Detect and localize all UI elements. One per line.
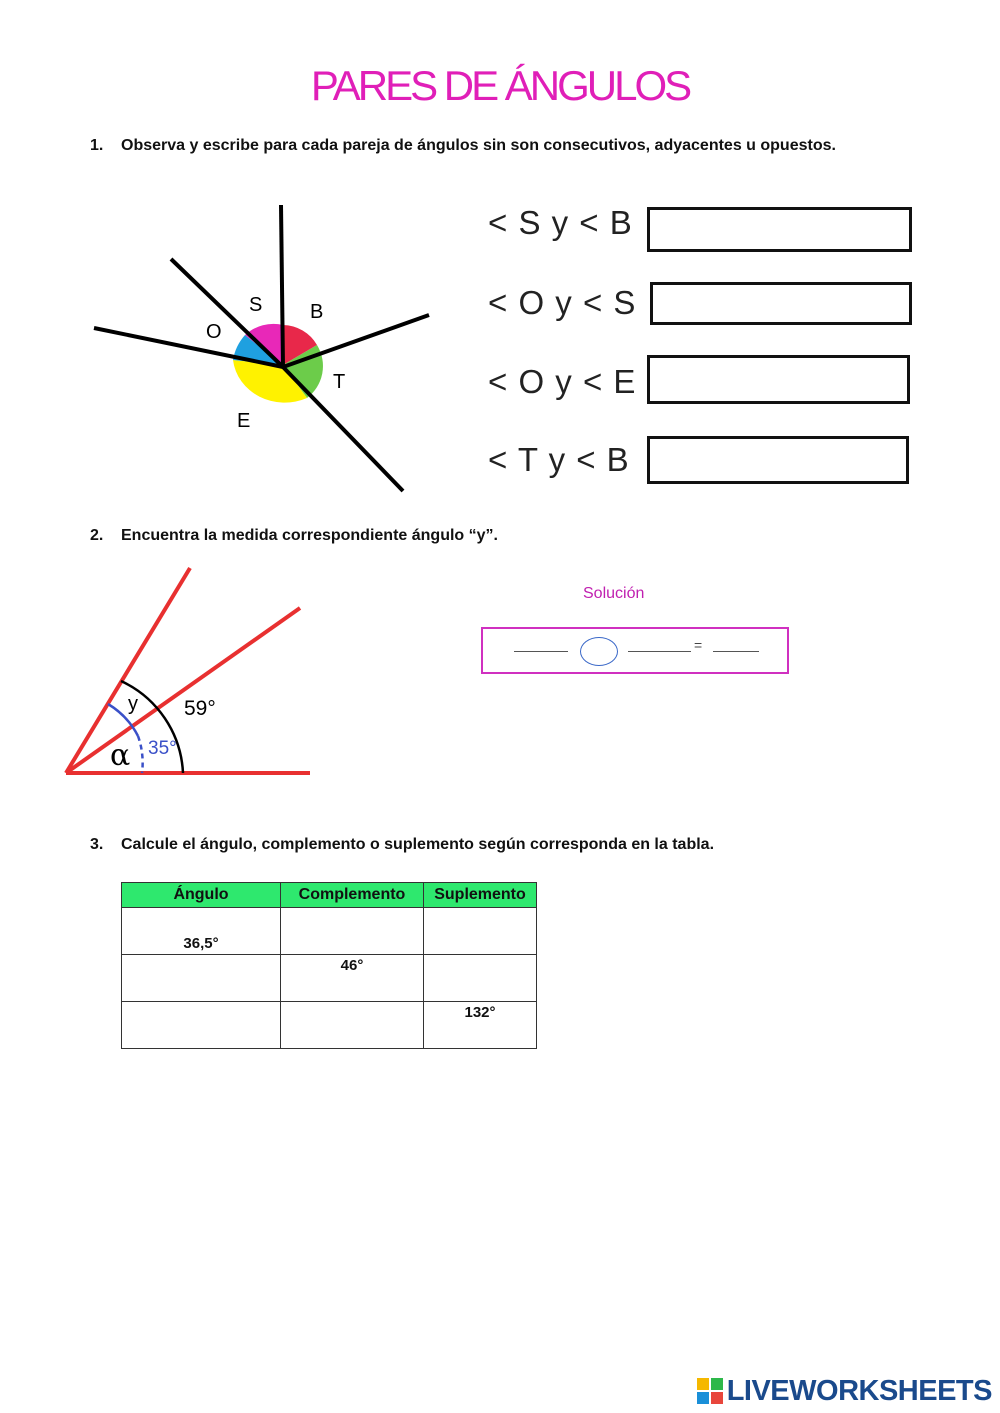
cell-suplemento-input[interactable]	[424, 955, 537, 1002]
cell-complemento: 46°	[281, 955, 424, 1002]
angles-diagram	[85, 195, 445, 500]
cell-suplemento-input[interactable]	[424, 908, 537, 955]
angle-y-diagram	[60, 560, 320, 785]
answer-box-t-b[interactable]	[647, 436, 909, 484]
cell-angulo: 36,5°	[122, 908, 281, 955]
label-e: E	[237, 410, 251, 432]
question-number: 3.	[90, 836, 104, 853]
question-text: Encuentra la medida correspondiente ángulo “y”.	[121, 527, 498, 544]
liveworksheets-logo	[697, 1374, 992, 1408]
pair-label-o-e: < O y < E	[488, 363, 637, 400]
label-59: 59°	[184, 697, 216, 720]
cell-complemento-input[interactable]	[281, 908, 424, 955]
logo-text: LIVEWORKSHEETS	[726, 1374, 992, 1407]
cell-suplemento: 132°	[424, 1002, 537, 1049]
table-row	[122, 1002, 537, 1049]
answer-box-o-e[interactable]	[647, 355, 910, 404]
table-row	[122, 908, 537, 955]
solution-blank-1[interactable]	[514, 651, 568, 652]
pair-label-s-b: < S y < B	[488, 204, 633, 241]
solution-blank-2[interactable]	[628, 651, 691, 652]
table-header-row	[122, 883, 537, 908]
label-alpha: α	[110, 738, 131, 773]
label-s: S	[249, 294, 263, 316]
table-row	[122, 955, 537, 1002]
solution-box	[481, 627, 789, 674]
question-text: Calcule el ángulo, complemento o suplemento según corresponda en la tabla.	[121, 836, 715, 853]
logo-icon	[697, 1378, 723, 1404]
question-1	[90, 137, 836, 155]
label-o: O	[206, 321, 222, 343]
solution-title: Solución	[583, 585, 645, 602]
cell-angulo-input[interactable]	[122, 1002, 281, 1049]
header-suplemento: Suplemento	[424, 883, 537, 908]
header-angulo: Ángulo	[122, 883, 281, 908]
angles-table	[121, 882, 537, 1049]
page-title: PARES DE ÁNGULOS	[310, 62, 690, 109]
arc-35	[138, 736, 143, 773]
question-2	[90, 527, 498, 545]
ray-upper-left	[171, 259, 283, 367]
answer-box-o-s[interactable]	[650, 282, 912, 325]
pair-label-o-s: < O y < S	[488, 284, 637, 321]
operator-oval[interactable]	[580, 637, 618, 666]
label-y: y	[128, 693, 138, 715]
question-number: 1.	[90, 137, 104, 154]
label-35: 35°	[148, 738, 177, 759]
question-number: 2.	[90, 527, 104, 544]
ray-middle	[66, 608, 300, 773]
cell-complemento-input[interactable]	[281, 1002, 424, 1049]
header-complemento: Complemento	[281, 883, 424, 908]
label-b: B	[310, 301, 324, 323]
label-t: T	[333, 371, 346, 393]
cell-angulo-input[interactable]	[122, 955, 281, 1002]
equals-sign: =	[694, 637, 703, 653]
answer-box-s-b[interactable]	[647, 207, 912, 252]
question-3	[90, 836, 714, 854]
solution-result-blank[interactable]	[713, 651, 759, 652]
pair-label-t-b: < T y < B	[488, 441, 630, 478]
question-text: Observa y escribe para cada pareja de ángulos sin son consecutivos, adyacentes u opuestos.	[121, 137, 836, 154]
ray-vertical	[281, 205, 283, 367]
